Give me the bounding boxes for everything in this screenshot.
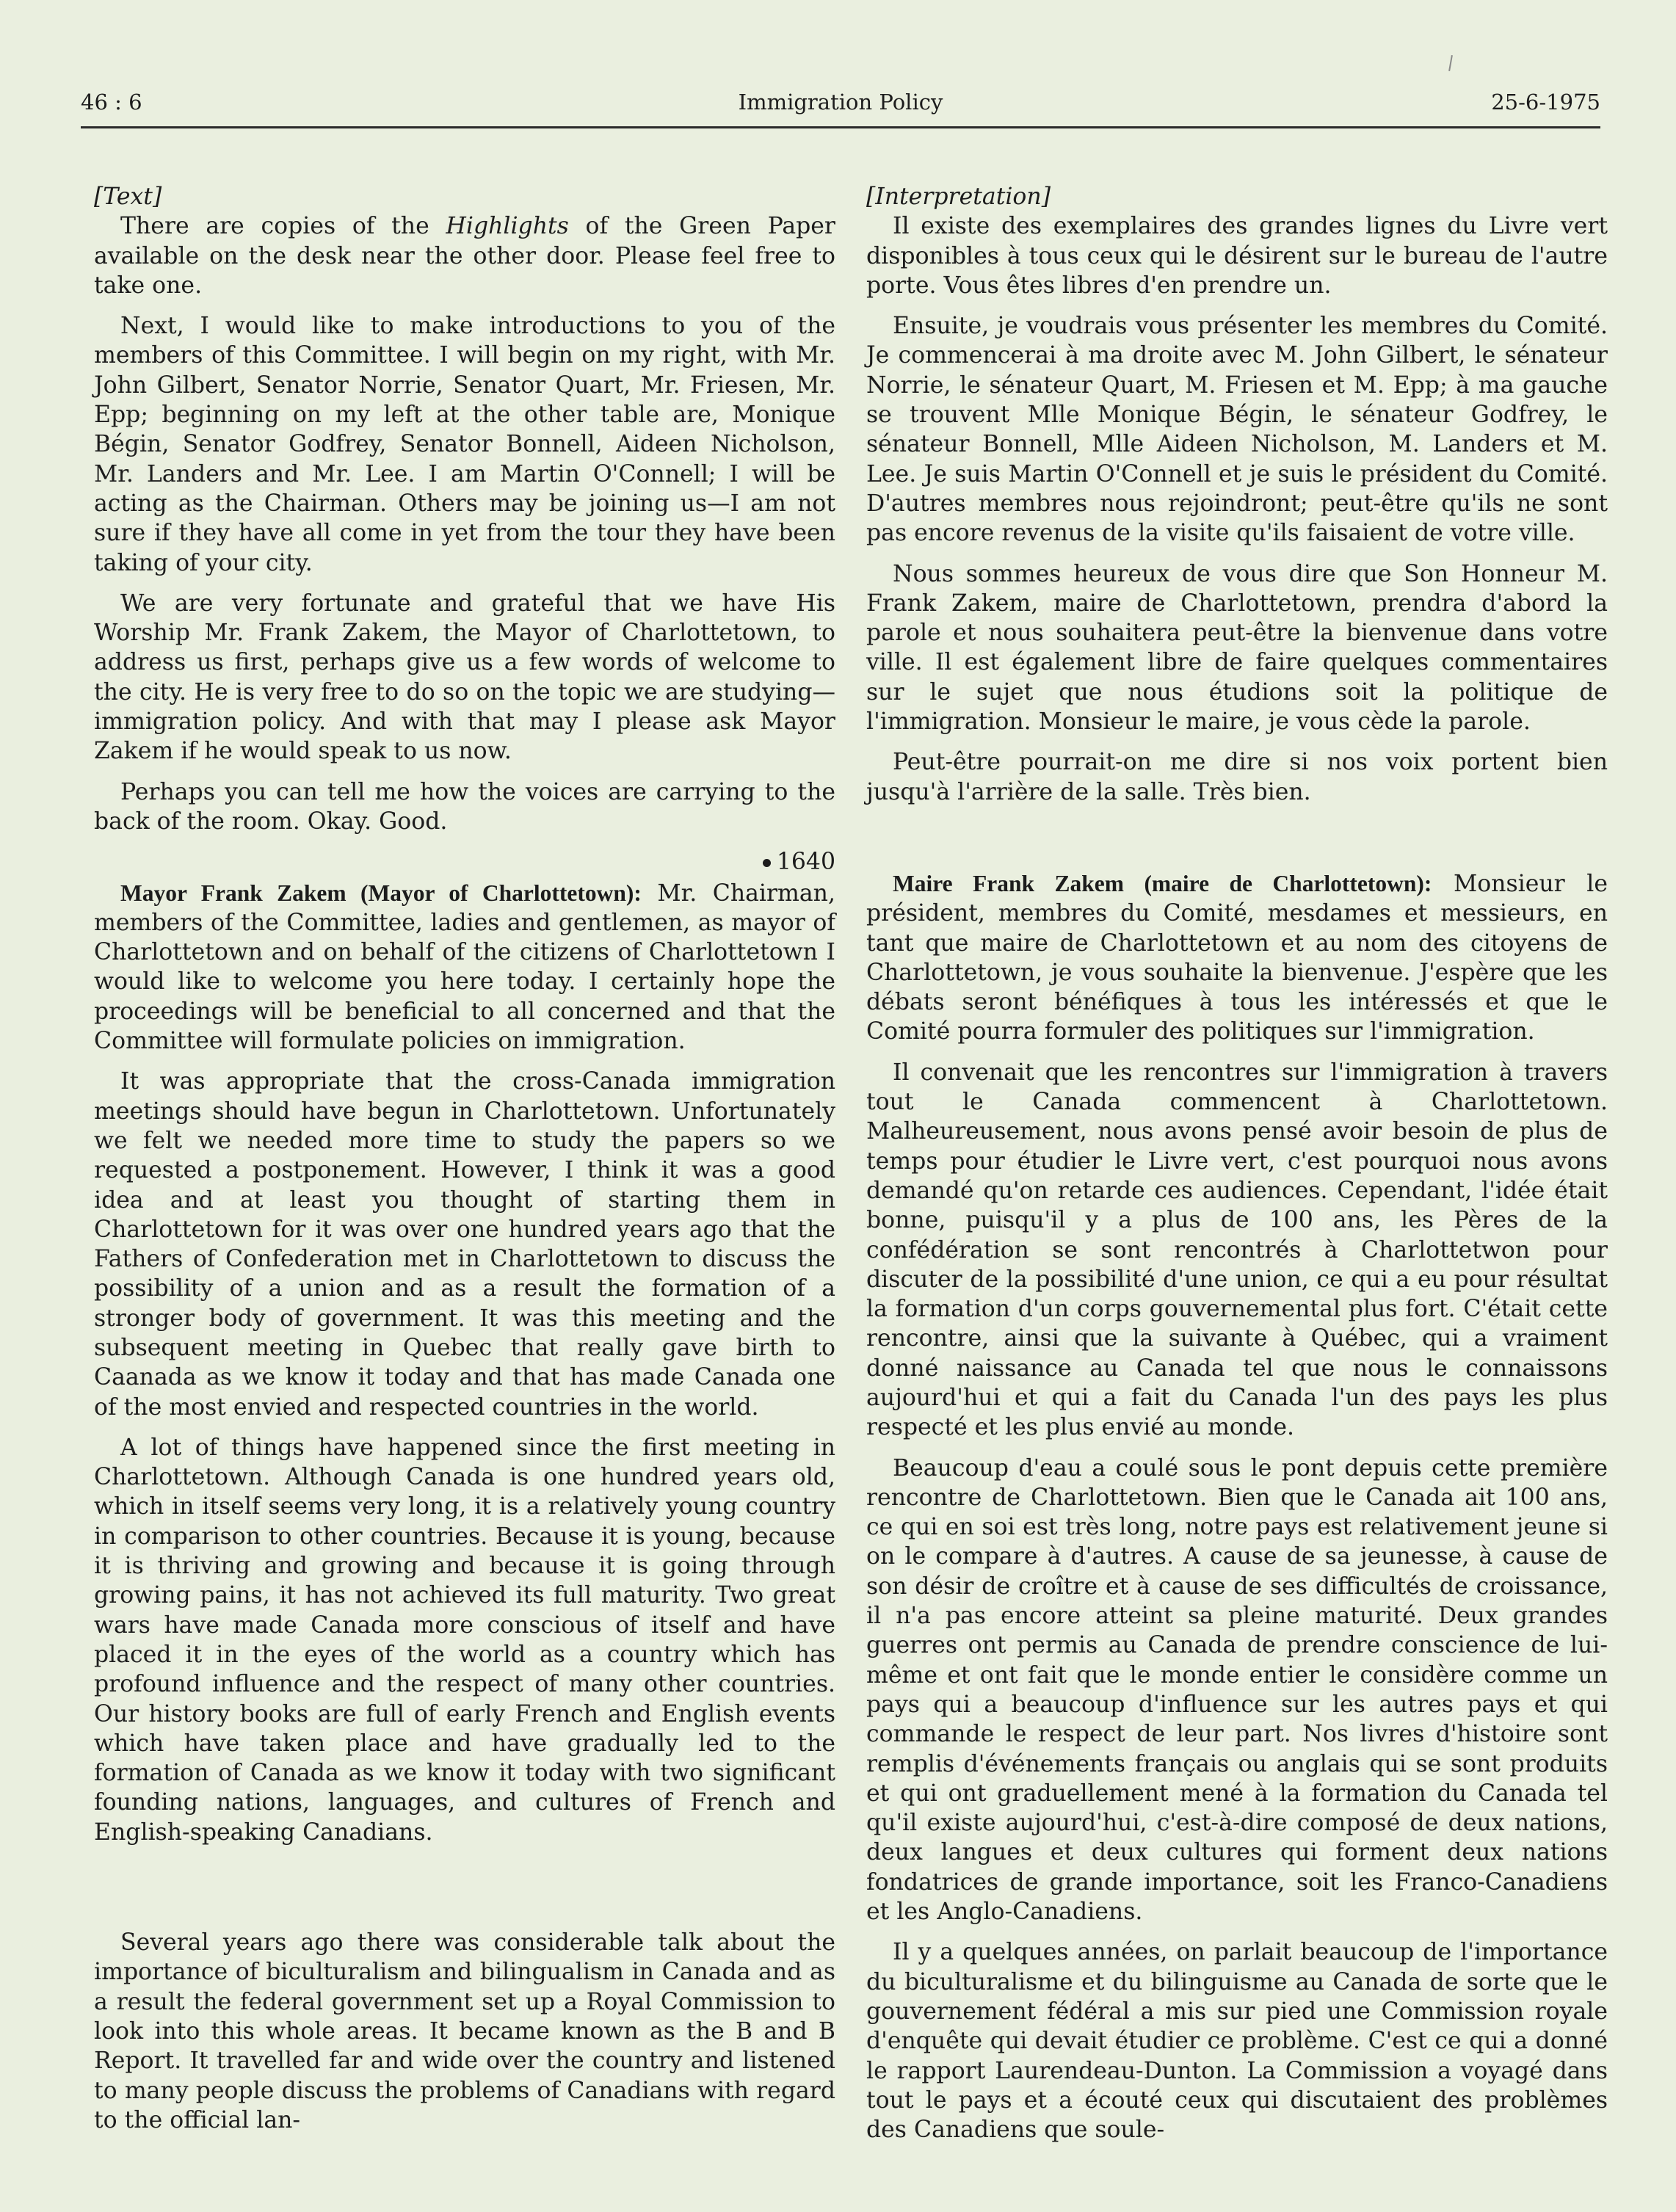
paragraph: Perhaps you can tell me how the voices are carrying to the back of the room. Okay. Good. (94, 778, 835, 835)
page-title: Immigration Policy (738, 90, 943, 115)
paragraph: Nous sommes heureux de vous dire que Son Honneur M. Frank Zakem, maire de Charlottetown, prendra d'abord la parole et nous souhaitera peut-être la bienvenue dans votre ville. Il est également libre de faire quelques commentaires sur le sujet que nous étudions soit la politique de l'immigration. Monsieur le maire, je vous cède la parole. (866, 560, 1608, 736)
paragraph: Beaucoup d'eau a coulé sous le pont depuis cette première rencontre de Charlottetown. Bien que le Canada ait 100 ans, ce qui en soi est très long, notre pays est relativement jeune si on le compare à d'autres. A cause de sa jeunesse, à cause de son désir de croître et à cause de ses difficultés de croissance, il n'a pas encore atteint sa pleine maturité. Deux grandes guerres ont permis au Canada de prendre conscience de lui-même et ont fait que le monde entier le considère comme un pays qui a beaucoup d'influence sur les autres pays et qui commande le respect de leur part. Nos livres d'histoire sont remplis d'événements français ou anglais qui se sont produits et qui ont graduellement mené à la formation du Canada tel qu'il existe aujourd'hui, c'est-à-dire composé de deux nations, deux langues et deux cultures qui forment deux nations fondatrices de grande importance, soit les Franco-Canadiens et les Anglo-Canadiens. (866, 1454, 1608, 1926)
paragraph: Il existe des exemplaires des grandes lignes du Livre vert disponibles à tous ceux qui le désirent sur le bureau de l'autre porte. Vous êtes libres d'en prendre un. (866, 213, 1608, 299)
margin-mark (1448, 55, 1453, 71)
paragraph: Mayor Frank Zakem (Mayor of Charlottetown): Mr. Chairman, members of the Committee, ladies and gentlemen, as mayor of Charlottetown and on behalf of the citizens of Charlottetown I would like to welcome you here today. I certainly hope the proceedings will be beneficial to all concerned and that the Committee will formulate policies on immigration. (94, 880, 835, 1055)
paragraph: There are copies of the Highlights of the Green Paper available on the desk near the other door. Please feel free to take one. (94, 213, 835, 299)
time-marker: 1640 (94, 847, 835, 877)
english-column (94, 182, 835, 2146)
french-column (866, 182, 1608, 2155)
page-date: 25-6-1975 (1491, 90, 1600, 115)
paragraph: It was appropriate that the cross-Canada immigration meetings should have begun in Charlottetown. Unfortunately we felt we needed more time to study the papers so we requested a postponement. However, I think it was a good idea and at least you thought of starting them in Charlottetown for it was over one hundred years ago that the Fathers of Confederation met in Charlottetown to discuss the possibility of a union and as a result the formation of a stronger body of government. It was this meeting and the subsequent meeting in Quebec that really gave birth to Caanada as we know it today and that has made Canada one of the most envied and respected countries in the world. (94, 1068, 835, 1421)
text-tag: [Text] (94, 184, 162, 210)
header-rule (81, 126, 1600, 128)
page-header (81, 90, 1600, 126)
page-number: 46 : 6 (81, 90, 142, 115)
paragraph: Peut-être pourrait-on me dire si nos voix portent bien jusqu'à l'arrière de la salle. Très bien. (866, 749, 1608, 805)
speaker-name: Mayor Frank Zakem (Mayor of Charlottetown): (120, 880, 642, 906)
paragraph: Ensuite, je voudrais vous présenter les membres du Comité. Je commencerai à ma droite avec M. John Gilbert, le sénateur Norrie, le sénateur Quart, M. Friesen et M. Epp; à ma gauche se trouvent Mlle Monique Bégin, le sénateur Godfrey, le sénateur Bonnell, Mlle Aideen Nicholson, M. Landers et M. Lee. Je suis Martin O'Connell et je suis le président du Comité. D'autres membres nous rejoindront; peut-être qu'ils ne sont pas encore revenus de la visite qu'ils faisaient de votre ville. (866, 313, 1608, 547)
paragraph: Il convenait que les rencontres sur l'immigration à travers tout le Canada commencent à Charlottetown. Malheureusement, nous avons pensé avoir besoin de plus de temps pour étudier le Livre vert, c'est pourquoi nous avons demandé qu'on retarde ces audiences. Cependant, l'idée était bonne, puisqu'il y a plus de 100 ans, les Pères de la confédération se sont rencontrés à Charlottetwon pour discuter de la possibilité d'une union, ce qui a eu pour résultat la formation d'un corps gouvernemental plus fort. C'était cette rencontre, ainsi que la suivante à Québec, qui a vraiment donné naissance au Canada tel que nous le connaissons aujourd'hui et qui a fait du Canada l'un des pays les plus respecté et les plus envié au monde. (866, 1059, 1608, 1441)
paragraph: Next, I would like to make introductions to you of the members of this Committee. I will begin on my right, with Mr. John Gilbert, Senator Norrie, Senator Quart, Mr. Friesen, Mr. Epp; beginning on my left at the other table are, Monique Bégin, Senator Godfrey, Senator Bonnell, Aideen Nicholson, Mr. Landers and Mr. Lee. I am Martin O'Connell; I will be acting as the Chairman. Others may be joining us—I am not sure if they have all come in yet from the tour they have been taking of your city. (94, 313, 835, 576)
paragraph: Maire Frank Zakem (maire de Charlottetown): Monsieur le président, membres du Comité, mesdames et messieurs, en tant que maire de Charlottetown et au nom des citoyens de Charlottetown, je vous souhaite la bienvenue. J'espère que les débats seront bénéfiques à tous les intéressés et que le Comité pourra formuler des politiques sur l'immigration. (866, 870, 1608, 1045)
paragraph: We are very fortunate and grateful that we have His Worship Mr. Frank Zakem, the Mayor of Charlottetown, to address us first, perhaps give us a few words of welcome to the city. He is very free to do so on the topic we are studying—immigration policy. And with that may I please ask Mayor Zakem if he would speak to us now. (94, 590, 835, 765)
speaker-name: Maire Frank Zakem (maire de Charlottetown): (893, 870, 1432, 896)
paragraph: Il y a quelques années, on parlait beaucoup de l'importance du biculturalisme et du bilinguisme au Canada de sorte que le gouvernement fédéral a mis sur pied une Commission royale d'enquête qui devait étudier ce problème. C'est ce qui a donné le rapport Laurendeau-Dunton. La Commission a voyagé dans tout le pays et a écouté ceux qui discutaient des problèmes des Canadiens que soule- (866, 1939, 1608, 2144)
bullet-icon (763, 859, 771, 867)
paragraph: A lot of things have happened since the first meeting in Charlottetown. Although Canada is one hundred years old, which in itself seems very long, it is a relatively young country in comparison to other countries. Because it is young, because it is thriving and growing and because it is going through growing pains, it has not achieved its full maturity. Two great wars have made Canada more conscious of itself and have placed it in the eyes of the world as a country which has profound influence and the respect of many other countries. Our history books are full of early French and English events which have taken place and have gradually led to the formation of Canada as we know it today with two significant founding nations, languages, and cultures of French and English-speaking Canadians. (94, 1434, 835, 1846)
interpretation-tag: [Interpretation] (866, 184, 1051, 210)
paragraph: Several years ago there was considerable talk about the importance of biculturalism and bilingualism in Canada and as a result the federal government set up a Royal Commission to look into this whole areas. It became known as the B and B Report. It travelled far and wide over the country and listened to many people discuss the problems of Canadians with regard to the official lan- (94, 1929, 835, 2133)
